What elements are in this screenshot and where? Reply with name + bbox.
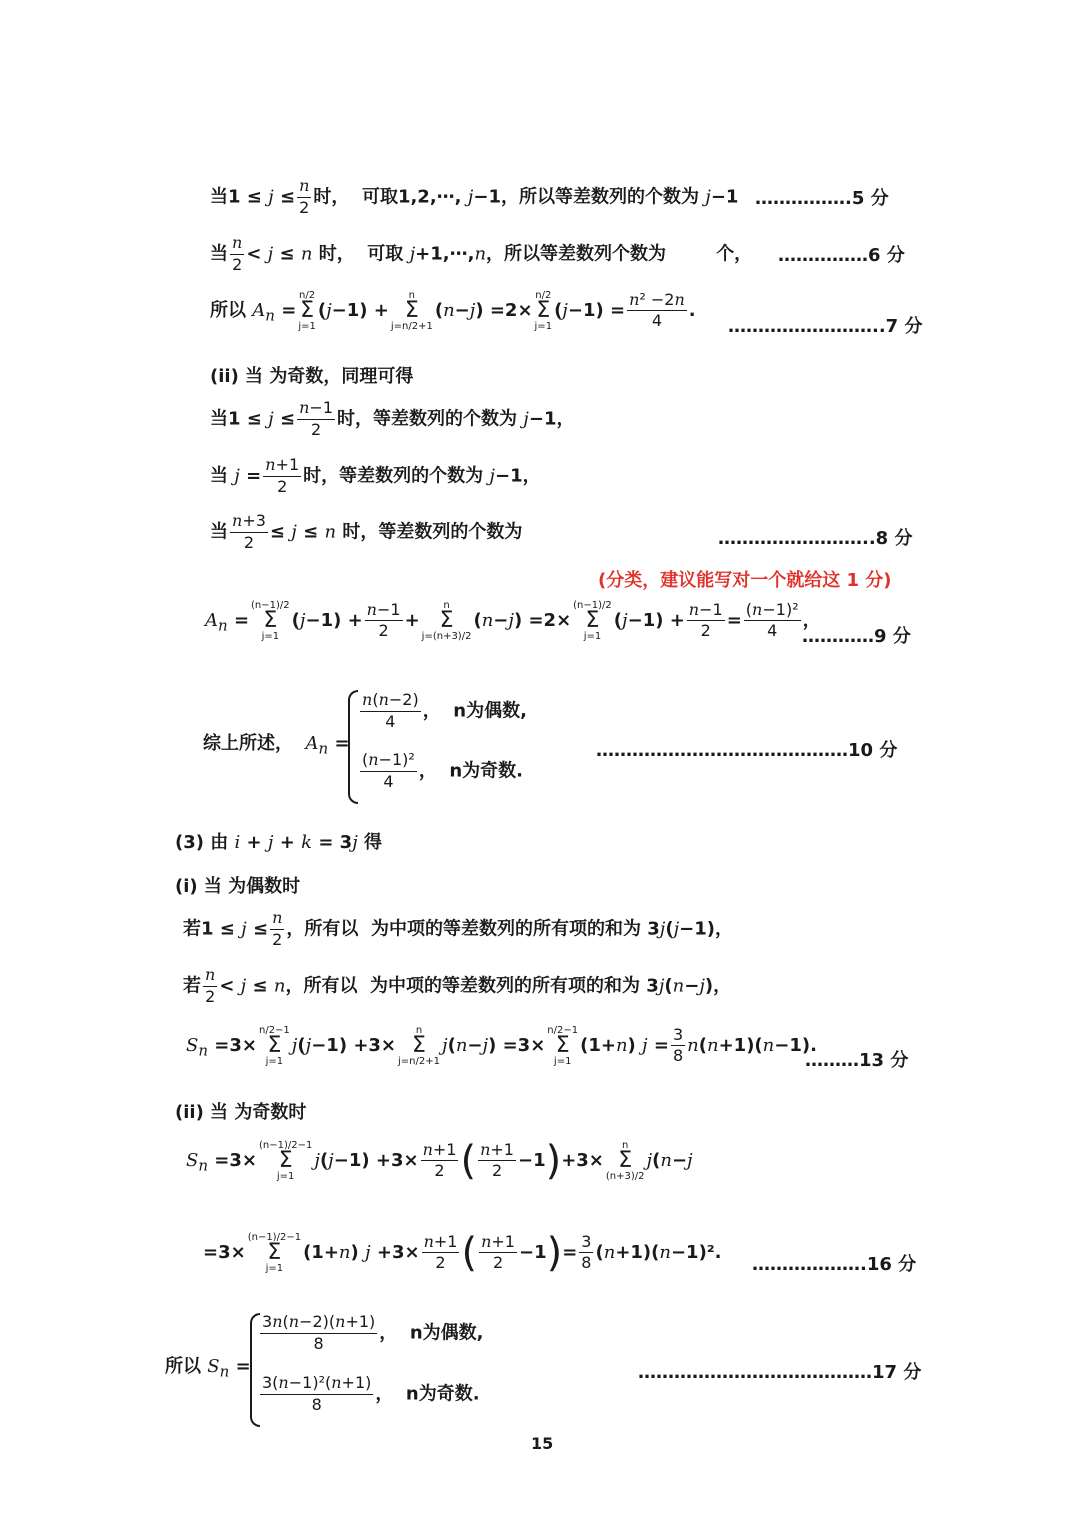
line-10: (3) 由 i + j + k = 3j 得 — [175, 832, 383, 853]
final-even-label: n为偶数, — [409, 1322, 484, 1344]
score-16: ……………….16 分 — [752, 1254, 917, 1275]
score-7: ……………………..7 分 — [728, 316, 923, 337]
score-5: …………….5 分 — [755, 188, 889, 209]
final-even-case: $\frac{3n(n-2)(n+1)}{8}$ ， n为偶数, — [262, 1312, 484, 1353]
grading-note: (分类，建议能写对一个就给这 1 分) — [598, 570, 892, 591]
line-8: $A_n$ = (n−1)/2 Σ j=1 (j−1) + $\frac{n-1}{2}$ + n Σ j=(n+3)/2 (n−j) =2× (n−1)/2 Σ j=1 (j−1) + $\frac{n-1}{2}$ = $\frac{\text{(n−1)²}}{4}$ ， — [205, 599, 821, 642]
line-15: (ii) 当 为奇数时 — [175, 1102, 307, 1123]
score-9: …………9 分 — [802, 626, 911, 647]
line-2: 当 $\frac{n}{2}$ < j ≤ n 时， 可取 j+1,⋯,n，所以等差数列个数为 个， — [210, 233, 753, 274]
page-number: 15 — [531, 1434, 554, 1453]
score-13: ………13 分 — [805, 1050, 909, 1071]
line-11: (i) 当 为偶数时 — [175, 876, 301, 897]
line-6: 当 j = $\frac{n+1}{2}$ 时，等差数列的个数为 j−1， — [210, 455, 541, 496]
line-3: 所以 $A_n$ = n/2 Σ j=1 (j−1) + n Σ j=n/2+1 (n−j) =2× n/2 Σ j=1 (j−1) = $\frac{\text{n² −2n}}{4}$ . — [210, 289, 696, 332]
summary-even-label: n为偶数, — [453, 700, 527, 722]
score-17: …………………………………17 分 — [638, 1362, 922, 1383]
final-label-text: 所以 — [165, 1356, 201, 1377]
line-4: (ii) 当 为奇数，同理可得 — [210, 366, 414, 387]
summary-label-text: 综上所述， — [203, 733, 293, 754]
summary-odd-label: n为奇数. — [449, 760, 524, 782]
line-17: =3× (n−1)/2−1 Σ j=1 (1+n) j +3× $\frac{n+1}{2}$ ( $\frac{n+1}{2}$ −1)= $\frac{3}{8}$ (n+1)(n−1)². — [203, 1229, 722, 1276]
final-odd-label: n为奇数. — [405, 1383, 480, 1405]
summary-label: 综上所述， $A_n$ = — [203, 733, 350, 758]
summary-odd-case: $\frac{\text{(n−1)²}}{4}$ ， n为奇数. — [362, 750, 524, 791]
summary-brace — [348, 690, 358, 804]
line-1: 当1 ≤ j ≤ $\frac{n}{2}$ 时， 可取1,2,⋯, j−1，所以等差数列的个数为 j−1 — [210, 176, 739, 217]
line-16: $S_n =3\times$ (n−1)/2−1 Σ j=1 j(j−1) +3× $\frac{n+1}{2}$ ( $\frac{n+1}{2}$ −1)+3× n Σ (n+3)/2 j(n−j — [186, 1137, 693, 1184]
line-12: 若1 ≤ j ≤ $\frac{n}{2}$ ，所有以 为中项的等差数列的所有项的和为 3j(j−1)， — [183, 908, 733, 949]
score-8: ……………………..8 分 — [718, 528, 913, 549]
score-6: ……………6 分 — [778, 245, 905, 266]
line-14: $S_n =3\times$ n/2−1 Σ j=1 j(j−1) +3× n Σ j=n/2+1 j(n−j) =3× n/2−1 Σ j=1 (1+n) j = $\frac{3}{8}$ n(n+1)(n−1). — [186, 1024, 817, 1067]
line-7: 当 $\frac{n+3}{2}$ ≤ j ≤ n 时，等差数列的个数为 — [210, 511, 523, 552]
final-odd-case: $\frac{\text{3(n−1)²(n+1)}}{8}$ ， n为奇数. — [262, 1373, 480, 1414]
line-5: 当1 ≤ j ≤ $\frac{n-1}{2}$ 时，等差数列的个数为 j−1， — [210, 398, 575, 439]
summary-even-case: $\frac{n(n-2)}{4}$ ， n为偶数, — [362, 690, 527, 731]
final-label: 所以 $S_n$ = — [165, 1356, 251, 1381]
score-10: ……………………………………10 分 — [596, 740, 898, 761]
line-13: 若 $\frac{n}{2}$ < j ≤ n，所有以 为中项的等差数列的所有项的和为 3j(n−j)， — [183, 965, 732, 1006]
